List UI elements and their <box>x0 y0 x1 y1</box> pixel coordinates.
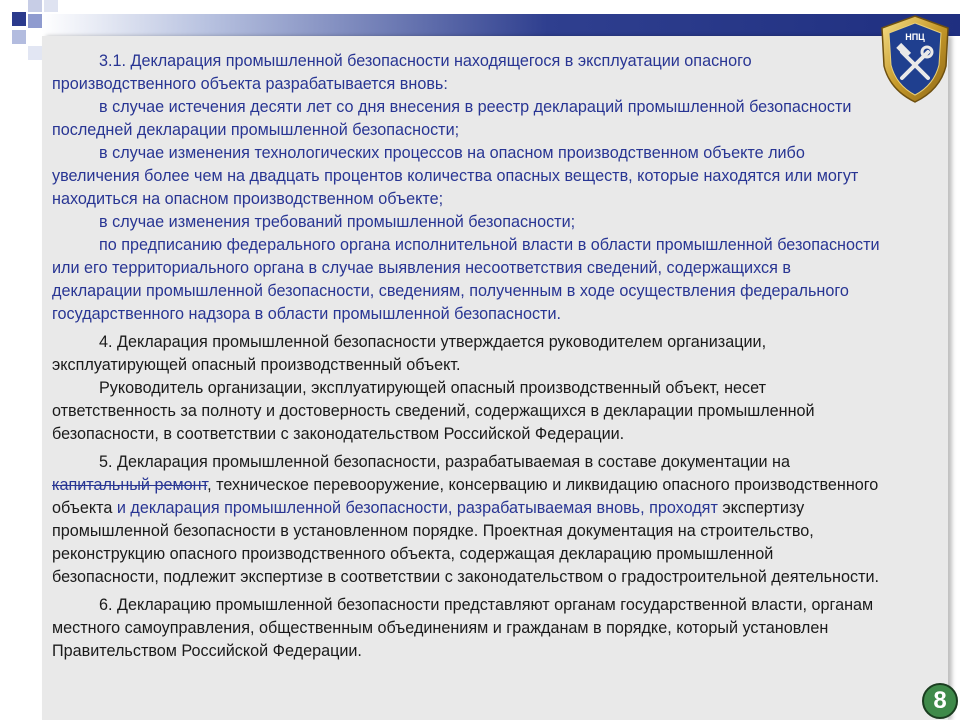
decor-square <box>28 14 42 28</box>
section-3-1-item: в случае изменения требований промышленной безопасности; <box>99 213 576 231</box>
struck-text: капитальный ремонт <box>52 476 208 494</box>
decor-square <box>44 0 58 12</box>
highlighted-text: и декларация промышленной безопасности, разрабатываемая вновь, проходят <box>116 499 718 517</box>
section-5-paragraph: 5. Декларация промышленной безопасности, разрабатываемая в составе документации на капитальный ремонт, техническое перевооружение, консервацию и ликвидацию опасного производственного объекта и декларация промышленной безопасности, разрабатываемая вновь, проходят экспертизу промышленной безопасности в установленном порядке. Проектная документация на строительство, реконструкцию опасного производственного объекта, содержащая декларацию промышленной безопасности, подлежит экспертизе в соответствии с законодательством о градостроительной деятельности. <box>52 453 880 586</box>
section-3-1-item: по предписанию федерального органа исполнительной власти в области промышленной безопасности или его территориального органа в случае выявления несоответствия сведений, содержащихся в декларации промышленной безопасности, сведениям, полученным в ходе осуществления федерального государственного надзора в области промышленной безопасности. <box>52 236 880 323</box>
document-text <box>52 50 882 663</box>
section-4-paragraph: 4. Декларация промышленной безопасности утверждается руководителем организации, эксплуатирующей опасный производственный объект. <box>52 333 767 374</box>
logo-text: НПЦ <box>905 32 925 42</box>
section-3-1-item: в случае истечения десяти лет со дня внесения в реестр деклараций промышленной безопасности последней декларации промышленной безопасности; <box>52 98 852 139</box>
section-3-1-intro: 3.1. Декларация промышленной безопасности находящегося в эксплуатации опасного производственного объекта разрабатывается вновь: <box>52 52 752 93</box>
decor-square <box>12 30 26 44</box>
section-4-paragraph: Руководитель организации, эксплуатирующей опасный производственный объект, несет ответственность за полноту и достоверность сведений, содержащихся в декларации промышленной безопасности, в соответствии с законодательством Российской Федерации. <box>52 379 815 443</box>
decor-square <box>12 12 26 26</box>
shield-hammer-wrench-icon <box>878 14 952 104</box>
organization-logo <box>878 14 952 104</box>
decor-square <box>28 0 42 12</box>
header-banner <box>42 14 960 36</box>
section-6-paragraph: 6. Декларацию промышленной безопасности представляют органам государственной власти, органам местного самоуправления, общественным объединениям и гражданам в порядке, который установлен Правительством Российской Федерации. <box>52 596 874 660</box>
section-3-1-item: в случае изменения технологических процессов на опасном производственном объекте либо увеличения более чем на двадцать процентов количества опасных веществ, которые находятся или могут находиться на опасном производственном объекте; <box>52 144 859 208</box>
page-number-badge: 8 <box>922 683 958 719</box>
decor-square <box>28 46 42 60</box>
